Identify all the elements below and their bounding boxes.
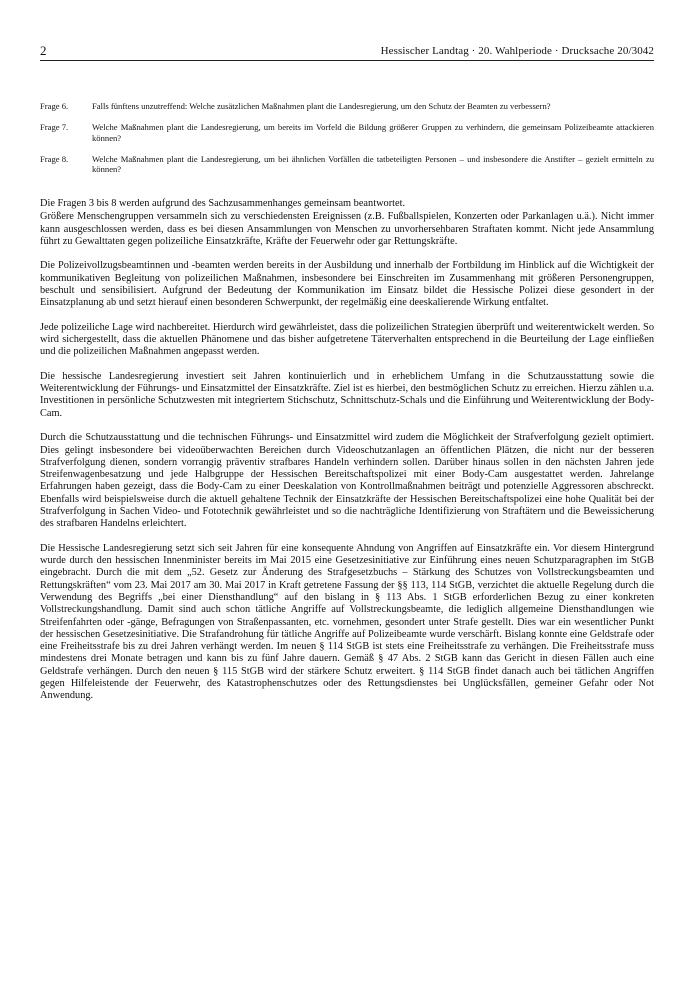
question-label: Frage 8. — [40, 153, 69, 164]
answer-intro: Die Fragen 3 bis 8 werden aufgrund des Sachzusammenhanges gemeinsam beantwortet. — [40, 198, 406, 209]
question-item — [40, 101, 654, 112]
page-header — [40, 44, 654, 61]
question-label: Frage 6. — [40, 101, 69, 111]
question-list — [40, 101, 654, 185]
answer-body — [40, 198, 654, 715]
answer-paragraph: Die hessische Landesregierung investiert seit Jahren kontinuierlich und in erheblichem Umfang in die Schutzausstattung sowie die Weiterentwicklung der Führungs- und Einsatzmittel der Einsatzkräfte. Ziel ist es hierbei, den bestmöglichen Schutz zu erreichen. Hierzu zählen u.a. Investitionen in persönliche Schutzwesten mit integriertem Stichschutz, Schnittschutz-Schals und die Einführung und Weiterentwicklung der Body-Cam. — [40, 370, 654, 419]
answer-paragraph: Die Hessische Landesregierung setzt sich seit Jahren für eine konsequente Ahndung von Angriffen auf Einsatzkräfte ein. Vor diesem Hintergrund wurde durch den hessischen Innenminister bereits im Mai 2015 eine Gesetzesinitiative zur Einführung eines neuen Schutzparagraphen im StGB eingebracht. Durch die mit dem „52. Gesetz zur Änderung des Strafgesetzbuchs – Stärkung des Schutzes von Vollstreckungsbeamten und Rettungskräften“ vom 23. Mai 2017 am 30. Mai 2017 in Kraft getretene Fassung der §§ 113, 114 StGB, verzichtet die aktuelle Regelung durch die Verwendung des Begriffs „bei einer Diensthandlung“ auf den bislang in § 113 Abs. 1 StGB erforderlichen Bezug zu einer konkreten Vollstreckungshandlung. Damit sind auch schon tätliche Angriffe auf Vollstreckungsbeamte, die lediglich allgemeine Diensthandlungen wie Streifenfahrten oder -gänge, Befragungen von Straßenpassanten, etc. vornehmen, gesondert unter Strafe gestellt. Dies war ein wesentlicher Punkt der hessischen Gesetzesinitiative. Die Strafandrohung für tätliche Angriffe auf Polizeibeamte wurde verschärft. Bislang konnte eine Geldstrafe oder eine Freiheitsstrafe bis zu drei Jahren verhängt werden. Im neuen § 114 StGB ist stets eine Freiheitsstrafe zu verhängen. Die Freiheitsstrafe muss mindestens drei Monate betragen und kann bis zu fünf Jahre dauern. Gemäß § 47 Abs. 2 StGB kann das Gericht in diesen Fällen auch eine Geldstrafe verhängen. Durch den neuen § 115 StGB wird der stärkere Schutz erweitert. § 114 StGB findet danach auch bei tätlichen Angriffen gegen Hilfeleistende der Feuerwehr, des Katastrophenschutzes oder des Rettungsdienstes bei Unglücksfällen, gemeiner Gefahr oder Not Anwendung. — [40, 542, 654, 702]
answer-paragraph: Durch die Schutzausstattung und die technischen Führungs- und Einsatzmittel wird zudem die Möglichkeit der Strafverfolgung gezielt optimiert. Dies gelingt insbesondere bei videoüberwachten Bereichen durch Videoschutzanlagen an öffentlichen Plätzen, die nicht nur der besseren Strafverfolgung dienen, sondern vorrangig präventiv strafbares Handeln verhindern sollen. Darüber hinaus sollen in den nächsten Jahren jede Streifenwagenbesatzung und jede Halbgruppe der Hessischen Bereitschaftspolizei mit einer Body-Cam ausgestattet werden. Jahrelange Erfahrungen haben gezeigt, dass die Body-Cam zu einer Deeskalation von Kontrollmaßnahmen beiträgt und potenzielle Aggressoren abschreckt. Ebenfalls wird beispielsweise durch die aktuell gehaltene Technik der Einsatzkräfte der Hessischen Bereitschaftspolizei eine hohe Qualität bei der Strafverfolgung in Sachen Video- und Fototechnik gewährleistet und so die nachträgliche Identifizierung von Straftätern und die Beweissicherung des strafbaren Handelns erleichtert. — [40, 432, 654, 530]
running-title: Hessischer Landtag · 20. Wahlperiode · Drucksache 20/3042 — [380, 45, 654, 57]
question-text: Falls fünftens unzutreffend: Welche zusätzlichen Maßnahmen plant die Landesregierung, um den Schutz der Beamten zu verbessern? — [92, 101, 551, 111]
question-item — [40, 122, 654, 143]
answer-paragraph: Die Polizeivollzugsbeamtinnen und -beamten werden bereits in der Ausbildung und innerhalb der Fortbildung im Hinblick auf die Wichtigkeit der kommunikativen Begleitung von polizeilichen Maßnahmen, insbesondere bei Einschreiten im Zusammenhang mit größeren Personengruppen, beschult und sensibilisiert. Aufgrund der Bedeutung der Kommunikation im Einsatz bildet die Hessische Polizei diese gesondert in der Einsatzplanung ab und setzt hierauf einen besonderen Schwerpunkt, der regelmäßig eine deeskalierende Wirkung entfaltet. — [40, 260, 654, 309]
answer-paragraph: Größere Menschengruppen versammeln sich zu verschiedensten Ereignissen (z.B. Fußballspielen, Konzerten oder Parkanlagen u.ä.). Nicht immer kann ausgeschlossen werden, dass es bei diesen Ansammlungen von Menschen zu unvorhersehbaren Straftaten kommt. Nicht jede Ansammlung führt zu Gewalttaten gegen polizeiliche Einsatzkräfte, Kräfte der Feuerwehr oder gar Rettungskräfte. — [40, 211, 654, 247]
question-text: Welche Maßnahmen plant die Landesregierung, um bereits im Vorfeld die Bildung größerer Gruppen zu verhindern, die gemeinsam Polizeibeamte attackieren können? — [92, 122, 654, 143]
question-label: Frage 7. — [40, 122, 69, 133]
question-item — [40, 154, 654, 175]
answer-paragraph: Jede polizeiliche Lage wird nachbereitet. Hierdurch wird gewährleistet, dass die polizeilichen Strategien überprüft und weiterentwickelt werden. So wird sichergestellt, dass die aktuellen Phänomene und das bisher aufgetretene Täterverhalten entsprechend in die Beurteilung der Lage einfließen und die polizeilichen Maßnahmen angepasst werden. — [40, 321, 654, 358]
page-number: 2 — [40, 43, 47, 58]
question-text: Welche Maßnahmen plant die Landesregierung, um bei ähnlichen Vorfällen die tatbeteiligten Personen – und insbesondere die Anstifter – gezielt ermitteln zu können? — [92, 153, 654, 175]
